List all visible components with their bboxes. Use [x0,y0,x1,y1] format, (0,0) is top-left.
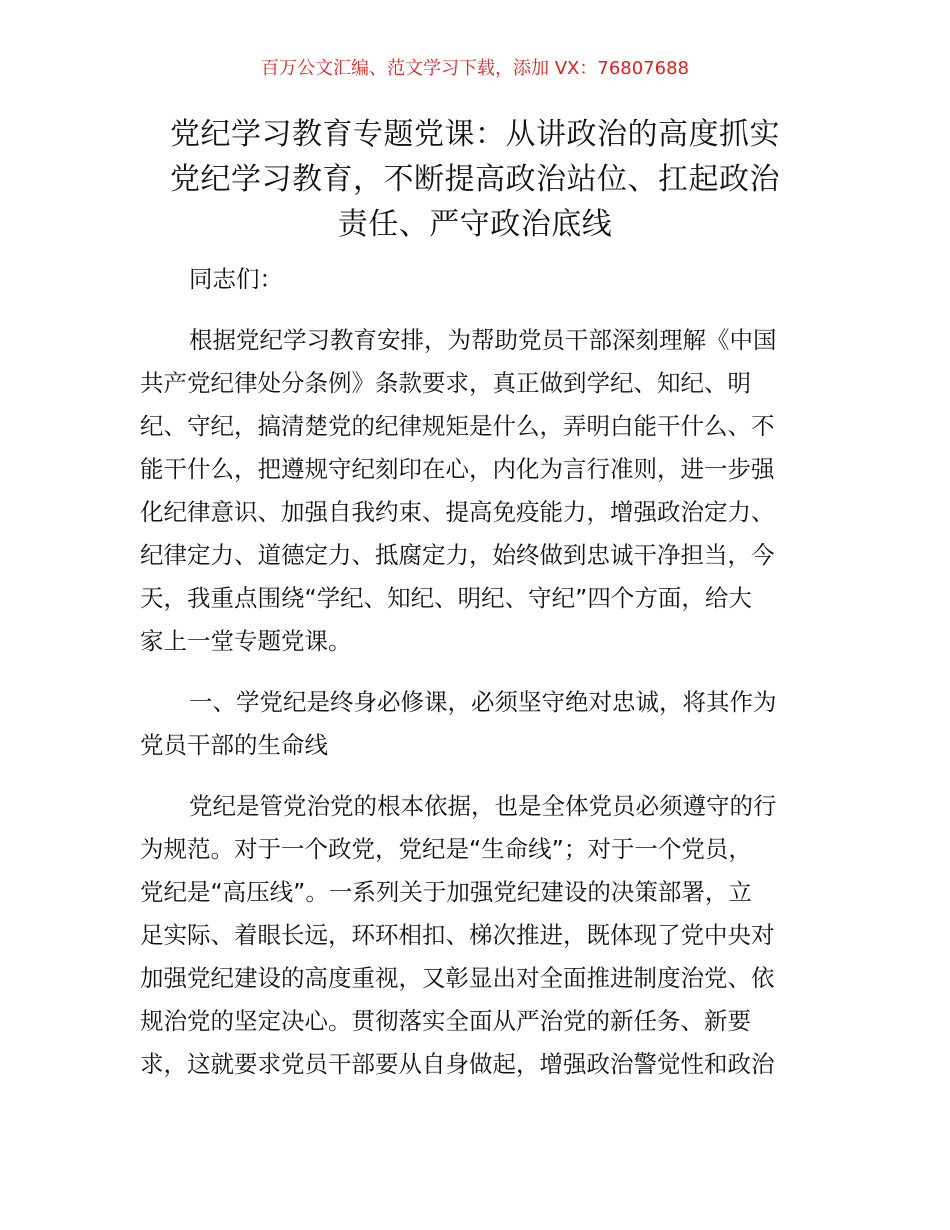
paragraph-line: 规治党的坚定决心。贯彻落实全面从严治党的新任务、新要 [140,1007,751,1035]
paragraph-intro [140,319,812,663]
paragraph-line: 求，这就要求党员干部要从自身做起，增强政治警觉性和政治 [140,1050,775,1078]
heading-line: 一、学党纪是终身必修课，必须坚守绝对忠诚，将其作为 [189,688,777,716]
document-body [140,258,812,1086]
title-line: 党纪学习教育专题党课：从讲政治的高度抓实 [170,117,780,152]
paragraph-line: 加强党纪建设的高度重视，又彰显出对全面推进制度治党、依 [140,964,775,992]
paragraph-line: 党纪是“高压线”。一系列关于加强党纪建设的决策部署，立 [140,878,752,906]
title-line: 责任、严守政治底线 [337,207,613,242]
paragraph-section-1 [140,785,812,1086]
paragraph-line: 根据党纪学习教育安排，为帮助党员干部深刻理解《中国 [189,326,777,354]
paragraph-line: 化纪律意识、加强自我约束、提高免疫能力，增强政治定力、 [140,498,775,526]
paragraph-line: 为规范。对于一个政党，党纪是“生命线”；对于一个党员， [140,835,752,863]
salutation-text: 同志们： [189,265,283,293]
salutation [140,258,812,301]
paragraph-line: 能干什么，把遵规守纪刻印在心，内化为言行准则，进一步强 [140,455,775,483]
paragraph-line: 足实际、着眼长远，环环相扣、梯次推进，既体现了党中央对 [140,921,775,949]
paragraph-line: 党纪是管党治党的根本依据，也是全体党员必须遵守的行 [189,792,777,820]
paragraph-line: 家上一堂专题党课。 [140,627,352,655]
title-line: 党纪学习教育，不断提高政治站位、扛起政治 [170,162,780,197]
paragraph-gap [140,663,812,681]
document-title [140,112,810,247]
paragraph-line: 天，我重点围绕“学纪、知纪、明纪、守纪”四个方面，给大 [140,584,752,612]
paragraph-line: 纪、守纪，搞清楚党的纪律规矩是什么，弄明白能干什么、不 [140,412,775,440]
paragraph-line: 共产党纪律处分条例》条款要求，真正做到学纪、知纪、明 [140,369,751,397]
watermark-banner: 百万公文汇编、范文学习下载，添加 VX：76807688 [261,58,689,79]
paragraph-gap [140,767,812,785]
paragraph-gap [140,301,812,319]
section-heading-1 [140,681,812,767]
heading-line: 党员干部的生命线 [140,731,328,759]
paragraph-line: 纪律定力、道德定力、抵腐定力，始终做到忠诚干净担当，今 [140,541,775,569]
